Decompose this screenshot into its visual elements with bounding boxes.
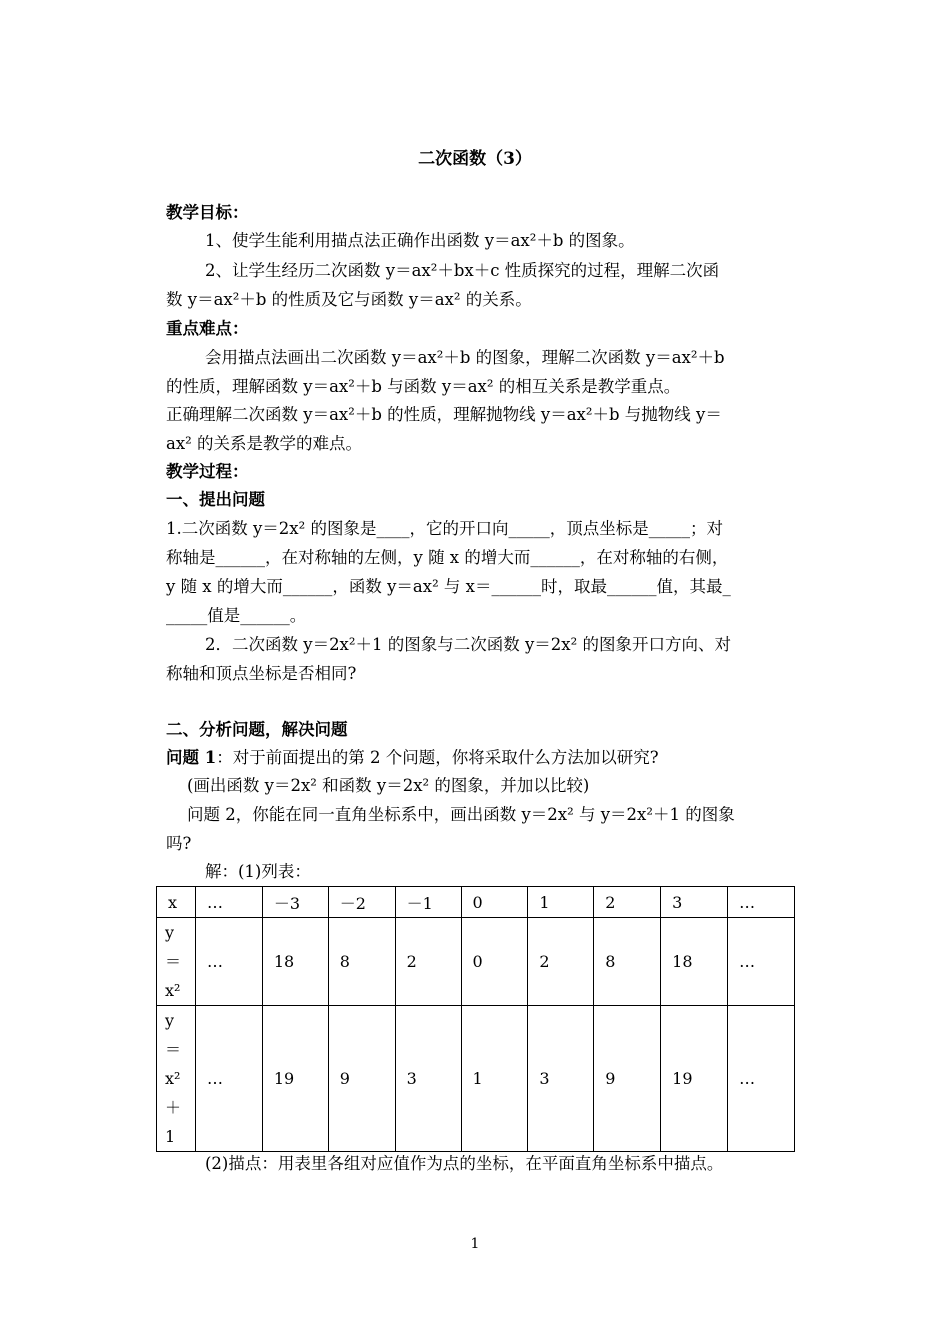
- part2-heading: 二、分析问题，解决问题: [166, 720, 348, 739]
- row-label-part: ＋: [165, 1098, 182, 1117]
- q2-line-2: 称轴和顶点坐标是否相同?: [166, 664, 357, 683]
- table-cell: 19: [262, 1006, 328, 1152]
- key-line-4: ax² 的关系是教学的难点。: [166, 434, 363, 453]
- table-cell: 9: [328, 1006, 395, 1152]
- goal-item-1: 1、使学生能利用描点法正确作出函数 y＝ax²＋b 的图象。: [205, 231, 635, 250]
- goals-heading: 教学目标：: [166, 203, 249, 222]
- problem-2-line-1: 问题 2，你能在同一直角坐标系中，画出函数 y＝2x² 与 y＝2x²＋1 的图象: [187, 805, 735, 824]
- key-line-2: 的性质，理解函数 y＝ax²＋b 与函数 y＝ax² 的相互关系是教学重点。: [166, 377, 681, 396]
- goal-item-2-line-2: 数 y＝ax²＋b 的性质及它与函数 y＝ax² 的关系。: [166, 290, 532, 309]
- table-cell: 2: [528, 918, 594, 1006]
- table-cell: 1: [461, 1006, 528, 1152]
- table-cell: 8: [594, 918, 661, 1006]
- table-cell: 3: [528, 1006, 594, 1152]
- table-cell: 0: [461, 918, 528, 1006]
- q1-line-1: 1.二次函数 y＝2x² 的图象是____，它的开口向_____，顶点坐标是_____；对: [166, 519, 723, 538]
- table-cell: x: [157, 887, 196, 918]
- table-cell: －1: [395, 887, 461, 918]
- q1-line-3: y 随 x 的增大而______，函数 y＝ax² 与 x＝______时，取最______值，其最_: [166, 577, 731, 596]
- table-cell: …: [728, 1006, 795, 1152]
- value-table: [156, 886, 795, 1152]
- row-label-part: x²: [165, 981, 181, 1000]
- problem-1: [166, 748, 659, 768]
- table-cell: 18: [661, 918, 728, 1006]
- table-row: [157, 918, 795, 1006]
- row-label-part: ＝: [165, 952, 182, 971]
- q1-line-2: 称轴是______，在对称轴的左侧，y 随 x 的增大而______，在对称轴的右侧，: [166, 548, 729, 567]
- q2-line-1: 2．二次函数 y＝2x²＋1 的图象与二次函数 y＝2x² 的图象开口方向、对: [205, 635, 731, 654]
- process-heading: 教学过程：: [166, 462, 249, 481]
- problem-1-text: ：对于前面提出的第 2 个问题，你将采取什么方法加以研究?: [216, 748, 659, 767]
- page-number: 1: [470, 1236, 480, 1252]
- table-cell: 3: [661, 887, 728, 918]
- table-cell: 8: [328, 918, 395, 1006]
- table-cell: …: [195, 887, 262, 918]
- table-cell: 2: [594, 887, 661, 918]
- table-cell: －2: [328, 887, 395, 918]
- problem-2-line-2: 吗?: [166, 834, 192, 853]
- row-label-part: 1: [165, 1127, 176, 1146]
- row-label-part: ＝: [165, 1040, 182, 1059]
- table-cell: …: [195, 918, 262, 1006]
- row-label: [157, 1006, 196, 1152]
- table-header-row: [157, 887, 795, 918]
- table-cell: …: [728, 887, 795, 918]
- row-label-part: y: [165, 1011, 175, 1030]
- table-cell: －3: [262, 887, 328, 918]
- key-heading: 重点难点：: [166, 319, 249, 338]
- row-label-part: x²: [165, 1069, 181, 1088]
- key-line-3: 正确理解二次函数 y＝ax²＋b 的性质，理解抛物线 y＝ax²＋b 与抛物线 y＝: [166, 405, 722, 424]
- table-cell: 2: [395, 918, 461, 1006]
- problem-1-hint: (画出函数 y＝2x² 和函数 y＝2x² 的图象，并加以比较): [187, 776, 590, 795]
- problem-1-label: 问题 1: [166, 748, 217, 767]
- row-label: [157, 918, 196, 1006]
- table-cell: 18: [262, 918, 328, 1006]
- table-cell: 0: [461, 887, 528, 918]
- table-row: [157, 1006, 795, 1152]
- row-label-part: y: [165, 923, 175, 942]
- table-cell: …: [728, 918, 795, 1006]
- table-cell: 19: [661, 1006, 728, 1152]
- part1-heading: 一、提出问题: [166, 490, 265, 509]
- step-2-text: (2)描点：用表里各组对应值作为点的坐标，在平面直角坐标系中描点。: [205, 1154, 724, 1173]
- table-cell: …: [195, 1006, 262, 1152]
- q1-line-4: _____值是______。: [166, 606, 307, 625]
- table-cell: 9: [594, 1006, 661, 1152]
- table-cell: 3: [395, 1006, 461, 1152]
- page-title: 二次函数（3）: [418, 149, 532, 169]
- solution-label: 解：(1)列表：: [205, 862, 311, 881]
- table-cell: 1: [528, 887, 594, 918]
- key-line-1: 会用描点法画出二次函数 y＝ax²＋b 的图象，理解二次函数 y＝ax²＋b: [205, 348, 725, 367]
- goal-item-2-line-1: 2、让学生经历二次函数 y＝ax²＋bx＋c 性质探究的过程，理解二次函: [205, 261, 720, 280]
